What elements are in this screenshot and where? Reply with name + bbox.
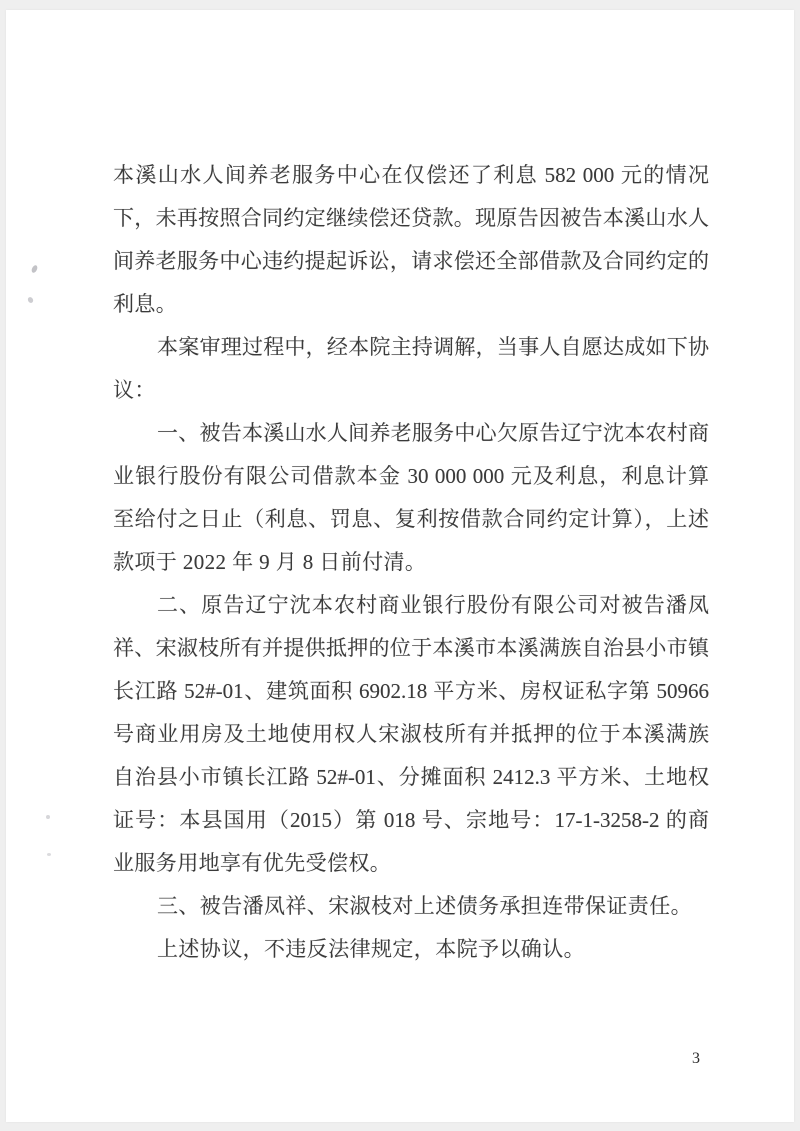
document-text-line: 一、被告本溪山水人间养老服务中心欠原告辽宁沈本农村商 xyxy=(157,421,709,445)
document-text-line: 三、被告潘凤祥、宋淑枝对上述债务承担连带保证责任。 xyxy=(157,894,692,918)
document-text-line: 本案审理过程中，经本院主持调解，当事人自愿达成如下协 xyxy=(157,335,709,359)
document-text-line: 利息。 xyxy=(113,292,178,316)
document-text-line: 号商业用房及土地使用权人宋淑枝所有并抵押的位于本溪满族 xyxy=(113,722,709,746)
document-text-line: 下，未再按照合同约定继续偿还贷款。现原告因被告本溪山水人 xyxy=(113,206,709,230)
scan-speck xyxy=(31,264,39,273)
document-text-line: 业银行股份有限公司借款本金 30 000 000 元及利息，利息计算 xyxy=(113,464,709,488)
document-text-block xyxy=(113,154,709,971)
document-text-line: 证号：本县国用（2015）第 018 号、宗地号：17-1-3258-2 的商 xyxy=(113,808,709,832)
document-page xyxy=(6,10,794,1122)
document-text-line: 自治县小市镇长江路 52#-01、分摊面积 2412.3 平方米、土地权 xyxy=(113,765,709,789)
document-text-line: 款项于 2022 年 9 月 8 日前付清。 xyxy=(113,550,427,574)
document-text-line: 间养老服务中心违约提起诉讼，请求偿还全部借款及合同约定的 xyxy=(113,249,709,273)
document-text-line: 长江路 52#-01、建筑面积 6902.18 平方米、房权证私字第 50966 xyxy=(113,679,709,703)
document-text-line: 上述协议，不违反法律规定，本院予以确认。 xyxy=(157,937,585,961)
document-text-line: 祥、宋淑枝所有并提供抵押的位于本溪市本溪满族自治县小市镇 xyxy=(113,636,709,660)
document-text-line: 二、原告辽宁沈本农村商业银行股份有限公司对被告潘凤 xyxy=(157,593,709,617)
page-number: 3 xyxy=(692,1050,700,1067)
scan-speck xyxy=(47,853,51,856)
document-text-line: 本溪山水人间养老服务中心在仅偿还了利息 582 000 元的情况 xyxy=(113,163,709,187)
document-text-line: 议： xyxy=(113,378,156,402)
scan-speck xyxy=(46,815,50,819)
document-text-line: 业服务用地享有优先受偿权。 xyxy=(113,851,392,875)
scan-speck xyxy=(27,296,34,304)
document-text-line: 至给付之日止（利息、罚息、复利按借款合同约定计算），上述 xyxy=(113,507,709,531)
